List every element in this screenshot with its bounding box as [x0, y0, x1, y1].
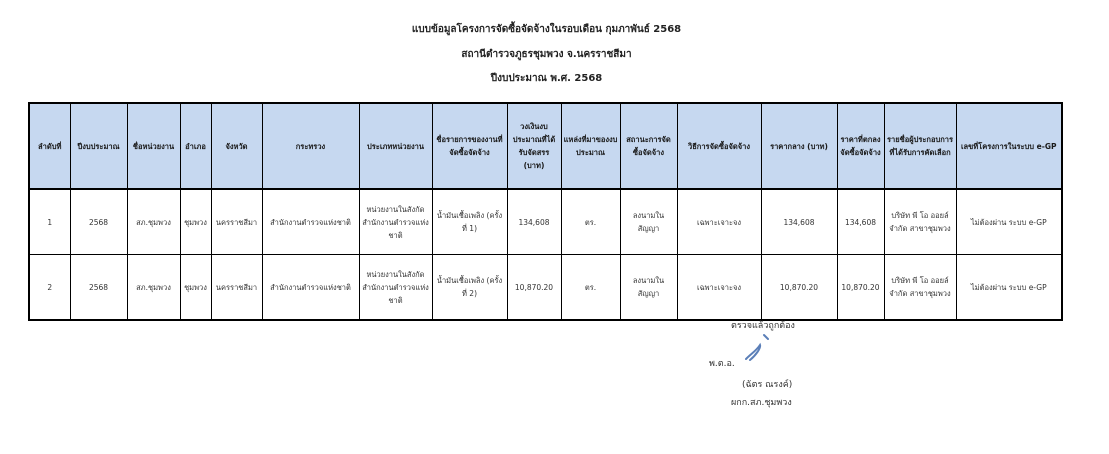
cell-budget-source: ตร.: [561, 189, 620, 255]
cell-ministry: สำนักงานตำรวจแห่งชาติ: [262, 255, 359, 321]
cell-method: เฉพาะเจาะจง: [677, 189, 761, 255]
signer-position: ผกก.สภ.ชุมพวง: [731, 398, 792, 408]
station-name: สถานีตำรวจภูธรชุมพวง จ.นครราชสีมา: [461, 49, 632, 60]
cell-agreed-price: 134,608: [837, 189, 884, 255]
cell-method: เฉพาะเจาะจง: [677, 255, 761, 321]
cell-item-name: น้ำมันเชื้อเพลิง (ครั้งที่ 1): [432, 189, 507, 255]
header-egp-number: เลขที่โครงการในระบบ e-GP: [956, 103, 1062, 189]
cell-item-name: น้ำมันเชื้อเพลิง (ครั้งที่ 2): [432, 255, 507, 321]
cell-egp-number: ไม่ต้องผ่าน ระบบ e-GP: [956, 255, 1062, 321]
header-district: อำเภอ: [180, 103, 211, 189]
header-agency-type: ประเภทหน่วยงาน: [359, 103, 432, 189]
header-agreed-price: ราคาที่ตกลงจัดซื้อจัดจ้าง: [837, 103, 884, 189]
table-row: [29, 189, 1062, 255]
cell-budget: 10,870.20: [507, 255, 561, 321]
header-method: วิธีการจัดซื้อจัดจ้าง: [677, 103, 761, 189]
header-fiscal-year: ปีงบประมาณ: [70, 103, 127, 189]
fiscal-year-title: ปีงบประมาณ พ.ศ. 2568: [490, 73, 603, 84]
header-seq: ลำดับที่: [29, 103, 70, 189]
cell-egp-number: ไม่ต้องผ่าน ระบบ e-GP: [956, 189, 1062, 255]
cell-median-price: 134,608: [761, 189, 837, 255]
cell-province: นครราชสีมา: [211, 255, 262, 321]
header-agency: ชื่อหน่วยงาน: [127, 103, 180, 189]
header-ministry: กระทรวง: [262, 103, 359, 189]
procurement-table: [28, 102, 1063, 321]
document-title: แบบข้อมูลโครงการจัดซื้อจัดจ้างในรอบเดือน กุมภาพันธ์ 2568: [411, 24, 682, 35]
cell-vendor: บริษัท พี โอ ออยล์ จำกัด สาขาชุมพวง: [884, 255, 956, 321]
header-item-name: ชื่อรายการของงานที่จัดซื้อจัดจ้าง: [432, 103, 507, 189]
cell-budget-source: ตร.: [561, 255, 620, 321]
cell-vendor: บริษัท พี โอ ออยล์ จำกัด สาขาชุมพวง: [884, 189, 956, 255]
cell-district: ชุมพวง: [180, 189, 211, 255]
cell-district: ชุมพวง: [180, 255, 211, 321]
signer-rank: พ.ต.อ.: [709, 359, 735, 369]
header-median-price: ราคากลาง (บาท): [761, 103, 837, 189]
signer-name: (ฉัตร ณรงค์): [742, 380, 793, 390]
cell-ministry: สำนักงานตำรวจแห่งชาติ: [262, 189, 359, 255]
header-vendor: รายชื่อผู้ประกอบการที่ได้รับการคัดเลือก: [884, 103, 956, 189]
cell-seq: 1: [29, 189, 70, 255]
cell-fiscal-year: 2568: [70, 189, 127, 255]
cell-province: นครราชสีมา: [211, 189, 262, 255]
header-budget: วงเงินงบประมาณที่ได้รับจัดสรร (บาท): [507, 103, 561, 189]
cell-fiscal-year: 2568: [70, 255, 127, 321]
cell-agency: สภ.ชุมพวง: [127, 255, 180, 321]
header-status: สถานะการจัดซื้อจัดจ้าง: [620, 103, 677, 189]
table-row: [29, 255, 1062, 321]
cell-seq: 2: [29, 255, 70, 321]
table-header-row: [29, 103, 1062, 189]
header-province: จังหวัด: [211, 103, 262, 189]
handwritten-signature: [742, 333, 774, 363]
cell-status: ลงนามในสัญญา: [620, 189, 677, 255]
header-budget-source: แหล่งที่มาของงบประมาณ: [561, 103, 620, 189]
cell-status: ลงนามในสัญญา: [620, 255, 677, 321]
cell-agreed-price: 10,870.20: [837, 255, 884, 321]
cell-budget: 134,608: [507, 189, 561, 255]
cell-agency-type: หน่วยงานในสังกัดสำนักงานตำรวจแห่งชาติ: [359, 255, 432, 321]
verified-note: ตรวจแล้วถูกต้อง: [731, 321, 795, 331]
cell-agency-type: หน่วยงานในสังกัดสำนักงานตำรวจแห่งชาติ: [359, 189, 432, 255]
cell-median-price: 10,870.20: [761, 255, 837, 321]
cell-agency: สภ.ชุมพวง: [127, 189, 180, 255]
